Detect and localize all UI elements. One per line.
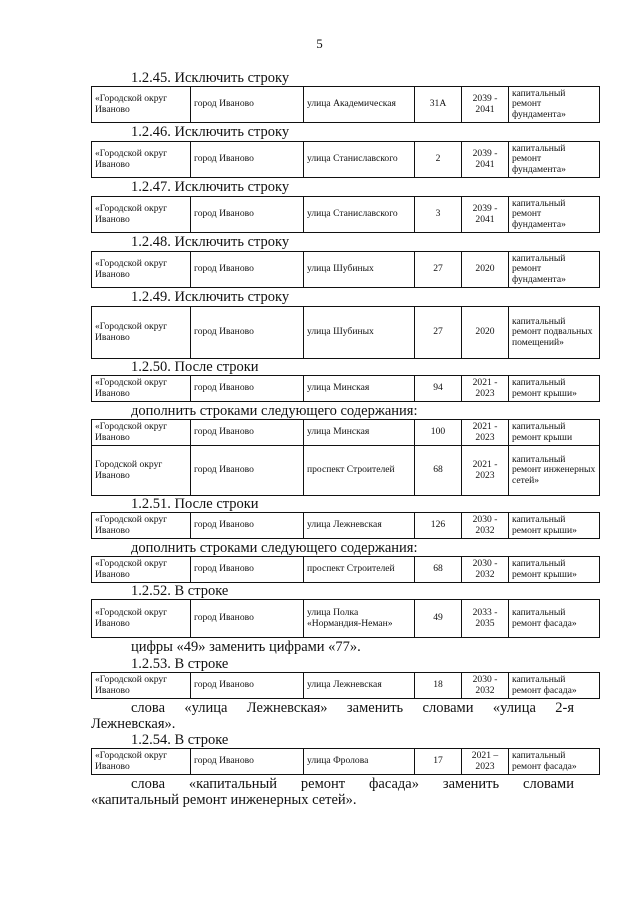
- cell-period: 2021 - 2023: [462, 376, 509, 402]
- note-line: Лежневская».: [91, 716, 176, 732]
- table-row-1-2-53: [91, 672, 600, 699]
- item-heading-1-2-45: 1.2.45. Исключить строку: [131, 70, 290, 86]
- addition-text-1-2-50: дополнить строками следующего содержания:: [131, 403, 418, 419]
- cell-street: улица Полка «Нормандия-Неман»: [304, 600, 415, 638]
- cell-settlement: город Иваново: [191, 749, 304, 775]
- cell-settlement: город Иваново: [191, 307, 304, 359]
- cell-work-type: капитальный ремонт фасада»: [509, 600, 600, 638]
- cell-period: 2033 - 2035: [462, 600, 509, 638]
- cell-settlement: город Иваново: [191, 197, 304, 233]
- cell-period: 2039 - 2041: [462, 87, 509, 123]
- cell-municipality: «Городской округ Иваново: [92, 142, 191, 178]
- cell-period: 2039 - 2041: [462, 142, 509, 178]
- cell-street: улица Фролова: [304, 749, 415, 775]
- cell-work-type: капитальный ремонт фасада»: [509, 673, 600, 699]
- cell-street: улица Шубиных: [304, 252, 415, 288]
- cell-house: 94: [415, 376, 462, 402]
- cell-settlement: город Иваново: [191, 557, 304, 583]
- cell-work-type: капитальный ремонт фундамента»: [509, 252, 600, 288]
- cell-settlement: город Иваново: [191, 600, 304, 638]
- item-heading-1-2-50: 1.2.50. После строки: [131, 359, 259, 375]
- table-row-1-2-51: [91, 512, 600, 539]
- cell-street: улица Лежневская: [304, 673, 415, 699]
- table-row-1-2-47: [91, 196, 600, 233]
- note-line: слова «улица Лежневская» заменить словами «улица 2-я: [131, 700, 574, 716]
- cell-municipality: «Городской округ Иваново: [92, 749, 191, 775]
- cell-street: улица Лежневская: [304, 513, 415, 539]
- addition-text-1-2-51: дополнить строками следующего содержания:: [131, 540, 418, 556]
- cell-settlement: город Иваново: [191, 87, 304, 123]
- cell-work-type: капитальный ремонт крыши»: [509, 557, 600, 583]
- cell-municipality: Городской округ Иваново: [92, 446, 191, 496]
- cell-house: 17: [415, 749, 462, 775]
- cell-period: 2030 - 2032: [462, 673, 509, 699]
- item-heading-1-2-47: 1.2.47. Исключить строку: [131, 179, 290, 195]
- cell-settlement: город Иваново: [191, 252, 304, 288]
- cell-house: 27: [415, 252, 462, 288]
- page-number: 5: [316, 36, 323, 51]
- note-1-2-54: [91, 776, 574, 808]
- cell-municipality: «Городской округ Иваново: [92, 252, 191, 288]
- cell-work-type: капитальный ремонт фундамента»: [509, 197, 600, 233]
- cell-street: улица Минская: [304, 376, 415, 402]
- cell-street: улица Академическая: [304, 87, 415, 123]
- cell-street: улица Минская: [304, 420, 415, 446]
- cell-settlement: город Иваново: [191, 446, 304, 496]
- cell-house: 49: [415, 600, 462, 638]
- item-heading-1-2-46: 1.2.46. Исключить строку: [131, 124, 290, 140]
- cell-settlement: город Иваново: [191, 420, 304, 446]
- cell-work-type: капитальный ремонт фундамента»: [509, 142, 600, 178]
- cell-period: 2030 - 2032: [462, 513, 509, 539]
- item-heading-1-2-49: 1.2.49. Исключить строку: [131, 289, 290, 305]
- table-row-1-2-46: [91, 141, 600, 178]
- table-row-1-2-50: [91, 375, 600, 402]
- cell-house: 18: [415, 673, 462, 699]
- note-line: «капитальный ремонт инженерных сетей».: [91, 792, 357, 808]
- cell-period: 2021 - 2023: [462, 446, 509, 496]
- cell-municipality: «Городской округ Иваново: [92, 376, 191, 402]
- table-row-1-2-48: [91, 251, 600, 288]
- cell-street: проспект Строителей: [304, 557, 415, 583]
- cell-street: улица Станиславского: [304, 197, 415, 233]
- item-heading-1-2-51: 1.2.51. После строки: [131, 496, 259, 512]
- cell-house: 68: [415, 446, 462, 496]
- cell-house: 126: [415, 513, 462, 539]
- cell-work-type: капитальный ремонт фасада»: [509, 749, 600, 775]
- table-row-1-2-54: [91, 748, 600, 775]
- cell-municipality: «Городской округ Иваново: [92, 557, 191, 583]
- cell-municipality: «Городской округ Иваново: [92, 673, 191, 699]
- item-heading-1-2-52: 1.2.52. В строке: [131, 583, 229, 599]
- cell-settlement: город Иваново: [191, 673, 304, 699]
- added-rows-1-2-51: [91, 556, 600, 583]
- cell-settlement: город Иваново: [191, 513, 304, 539]
- cell-settlement: город Иваново: [191, 376, 304, 402]
- cell-work-type: капитальный ремонт инженерных сетей»: [509, 446, 600, 496]
- note-1-2-52: цифры «49» заменить цифрами «77».: [131, 639, 361, 655]
- cell-house: 68: [415, 557, 462, 583]
- cell-work-type: капитальный ремонт подвальных помещений»: [509, 307, 600, 359]
- cell-house: 31А: [415, 87, 462, 123]
- cell-period: 2030 - 2032: [462, 557, 509, 583]
- cell-house: 100: [415, 420, 462, 446]
- cell-period: 2021 - 2023: [462, 420, 509, 446]
- note-1-2-53: [91, 700, 574, 732]
- item-heading-1-2-54: 1.2.54. В строке: [131, 732, 229, 748]
- cell-work-type: капитальный ремонт фундамента»: [509, 87, 600, 123]
- cell-municipality: «Городской округ Иваново: [92, 513, 191, 539]
- cell-house: 3: [415, 197, 462, 233]
- cell-municipality: «Городской округ Иваново: [92, 307, 191, 359]
- note-line: слова «капитальный ремонт фасада» заменить словами: [131, 776, 574, 792]
- cell-house: 27: [415, 307, 462, 359]
- table-row-1-2-45: [91, 86, 600, 123]
- cell-period: 2020: [462, 252, 509, 288]
- cell-municipality: «Городской округ Иваново: [92, 87, 191, 123]
- cell-street: проспект Строителей: [304, 446, 415, 496]
- item-heading-1-2-48: 1.2.48. Исключить строку: [131, 234, 290, 250]
- cell-settlement: город Иваново: [191, 142, 304, 178]
- cell-work-type: капитальный ремонт крыши»: [509, 513, 600, 539]
- item-heading-1-2-53: 1.2.53. В строке: [131, 656, 229, 672]
- cell-municipality: «Городской округ Иваново: [92, 197, 191, 233]
- cell-street: улица Шубиных: [304, 307, 415, 359]
- cell-municipality: «Городской округ Иваново: [92, 600, 191, 638]
- table-row-1-2-49: [91, 306, 600, 359]
- cell-period: 2039 - 2041: [462, 197, 509, 233]
- cell-work-type: капитальный ремонт крыши: [509, 420, 600, 446]
- added-rows-1-2-50: [91, 419, 600, 496]
- cell-work-type: капитальный ремонт крыши»: [509, 376, 600, 402]
- cell-house: 2: [415, 142, 462, 178]
- cell-street: улица Станиславского: [304, 142, 415, 178]
- table-row-1-2-52: [91, 599, 600, 638]
- cell-period: 2020: [462, 307, 509, 359]
- cell-municipality: «Городской округ Иваново: [92, 420, 191, 446]
- cell-period: 2021 – 2023: [462, 749, 509, 775]
